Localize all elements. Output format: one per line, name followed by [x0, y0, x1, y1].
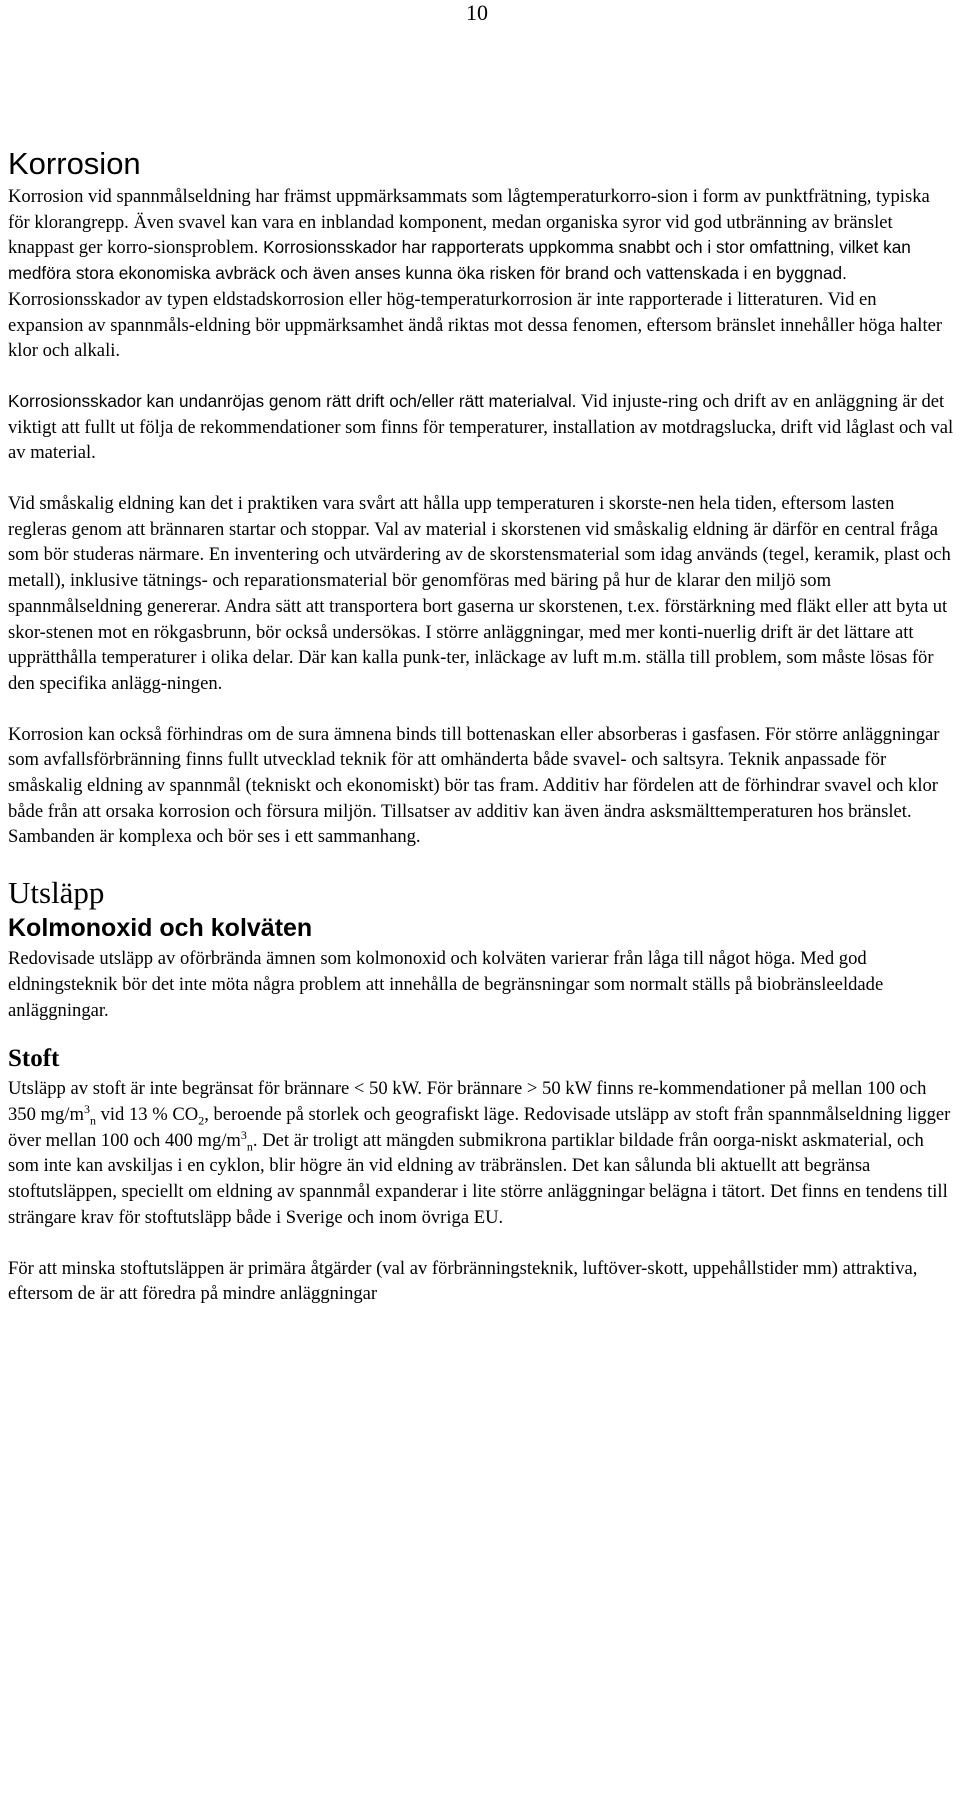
stoft-text-a: Utsläpp av stoft är inte begränsat för brännare < 50 kW. För brännare > 50 kW finns re-kommendationer på mellan 100 och 350 mg/m	[8, 1078, 927, 1125]
paragraph-korrosion-2	[8, 389, 956, 466]
paragraph-korrosion-1	[8, 184, 956, 364]
paragraph-korrosion-1d: Vid en expansion av spannmåls-eldning bör uppmärksamhet ändå riktas mot dessa fenomen, eftersom bränslet innehåller höga halter klor och alkali.	[8, 288, 943, 362]
page-number: 10	[466, 0, 488, 25]
stoft-sub-2: 2	[198, 1113, 205, 1128]
paragraph-korrosion-4: Korrosion kan också förhindras om de sura ämnena binds till bottenaskan eller absorberas i gasfasen. För större anläggningar som avfallsförbränning finns fullt utvecklad teknik för att omhänderta både svavel- och saltsyra. Teknik anpassade för småskalig eldning av spannmål (tekniskt och ekonomiskt) bör tas fram. Additiv har fördelen att de förhindrar svavel och klor både från att orsaka korrosion och försura miljön. Tillsatser av additiv kan även ändra asksmälttemperaturen hos bränslet. Sambanden är komplexa och bör ses i ett sammanhang.	[8, 723, 940, 848]
heading-korrosion: Korrosion	[8, 146, 141, 181]
paragraph-kolmonoxid: Redovisade utsläpp av oförbrända ämnen som kolmonoxid och kolväten varierar från låga till något höga. Med god eldningsteknik bör det inte möta några problem att innehålla de begränsningar som normalt ställs på biobränsleeldade anläggningar.	[8, 948, 884, 1021]
paragraph-stoft-1	[8, 1076, 956, 1230]
stoft-text-c: , beroende på storlek och geografiskt läge. Redovisade utsläpp av stoft från spannmålseldning ligger över mellan 100 och 400 mg/m	[8, 1103, 951, 1151]
stoft-sub-1: n	[89, 1113, 96, 1128]
paragraph-stoft-2: För att minska stoftutsläppen är primära åtgärder (val av förbränningsteknik, luftöver-skott, uppehållstider mm) attraktiva, eftersom de är att föredra på mindre anläggningar	[8, 1257, 918, 1305]
stoft-text-d: . Det är troligt att mängden submikrona partiklar bildade från oorga-niskt askmaterial, och som inte kan avskiljas i en cyklon, blir högre än vid eldning av träbränslen. Det kan sålunda bli aktuellt att begränsa stoftutsläppen, speciellt om eldning av spannmål expanderar i lite större anläggningar belägna i tätort. Det finns en tendens till strängare krav för stoftutsläpp både i Sverige och inom övriga EU.	[8, 1129, 948, 1228]
paragraph-korrosion-1b: Korrosionsskador har rapporterats uppkomma snabbt och i stor omfattning, vilket kan medföra stora ekonomiska avbräck och även anses kunna öka risken för brand och vattenskada i en byggnad.	[8, 237, 911, 284]
paragraph-korrosion-1a: Korrosion vid spannmålseldning har främst uppmärksammats som lågtemperaturkorro-sion i form av punktfrätning, typiska för klorangrepp. Även svavel kan vara en inblandad komponent, medan organiska syror vid god utbränning av bränslet knappast ger korro-sionsproblem.	[8, 186, 930, 259]
stoft-text-b: vid 13 % CO	[95, 1103, 199, 1125]
heading-kolmonoxid: Kolmonoxid och kolväten	[8, 914, 313, 943]
heading-utslapp: Utsläpp	[8, 875, 105, 911]
heading-stoft: Stoft	[8, 1045, 60, 1073]
paragraph-korrosion-3: Vid småskalig eldning kan det i praktiken vara svårt att hålla upp temperaturen i skorste-nen hela tiden, eftersom lasten regleras genom att brännaren startar och stoppar. Val av material i skorstenen vid småskalig eldning är därför en central fråga som bör studeras närmare. En inventering och utvärdering av de skorstensmaterial som idag används (tegel, keramik, plast och metall), inklusive tätnings- och reparationsmaterial bör genomföras med bäring på hur de klarar den miljö som spannmålseldning genererar. Andra sätt att transportera bort gaserna ur skorstenen, t.ex. förstärkning med fläkt eller att byta ut skor-stenen mot en rökgasbrunn, bör också undersökas. I större anläggningar, med mer konti-nuerlig drift är det lättare att upprätthålla temperaturer i olika delar. Där kan kalla punk-ter, inläckage av luft m.m. ställa till problem, som måste lösas för den specifika anlägg-ningen.	[8, 493, 951, 694]
paragraph-korrosion-1c: Korrosionsskador av typen eldstadskorrosion eller hög-temperaturkorrosion är inte rapporterade i litteraturen.	[8, 288, 824, 310]
paragraph-korrosion-2b: Vid injuste-ring och drift av en anläggning är det viktigt att fullt ut följa de rekommendationer som finns för temperaturer, installation av motdragslucka, drift vid låglast och val av material.	[8, 390, 954, 464]
stoft-sup-1: 3	[83, 1101, 90, 1116]
document-body	[8, 146, 956, 1307]
stoft-sup-2: 3	[240, 1127, 247, 1142]
paragraph-korrosion-2a: Korrosionsskador kan undanröjas genom rätt drift och/eller rätt materialval.	[8, 390, 577, 411]
stoft-sub-3: n	[246, 1139, 253, 1154]
